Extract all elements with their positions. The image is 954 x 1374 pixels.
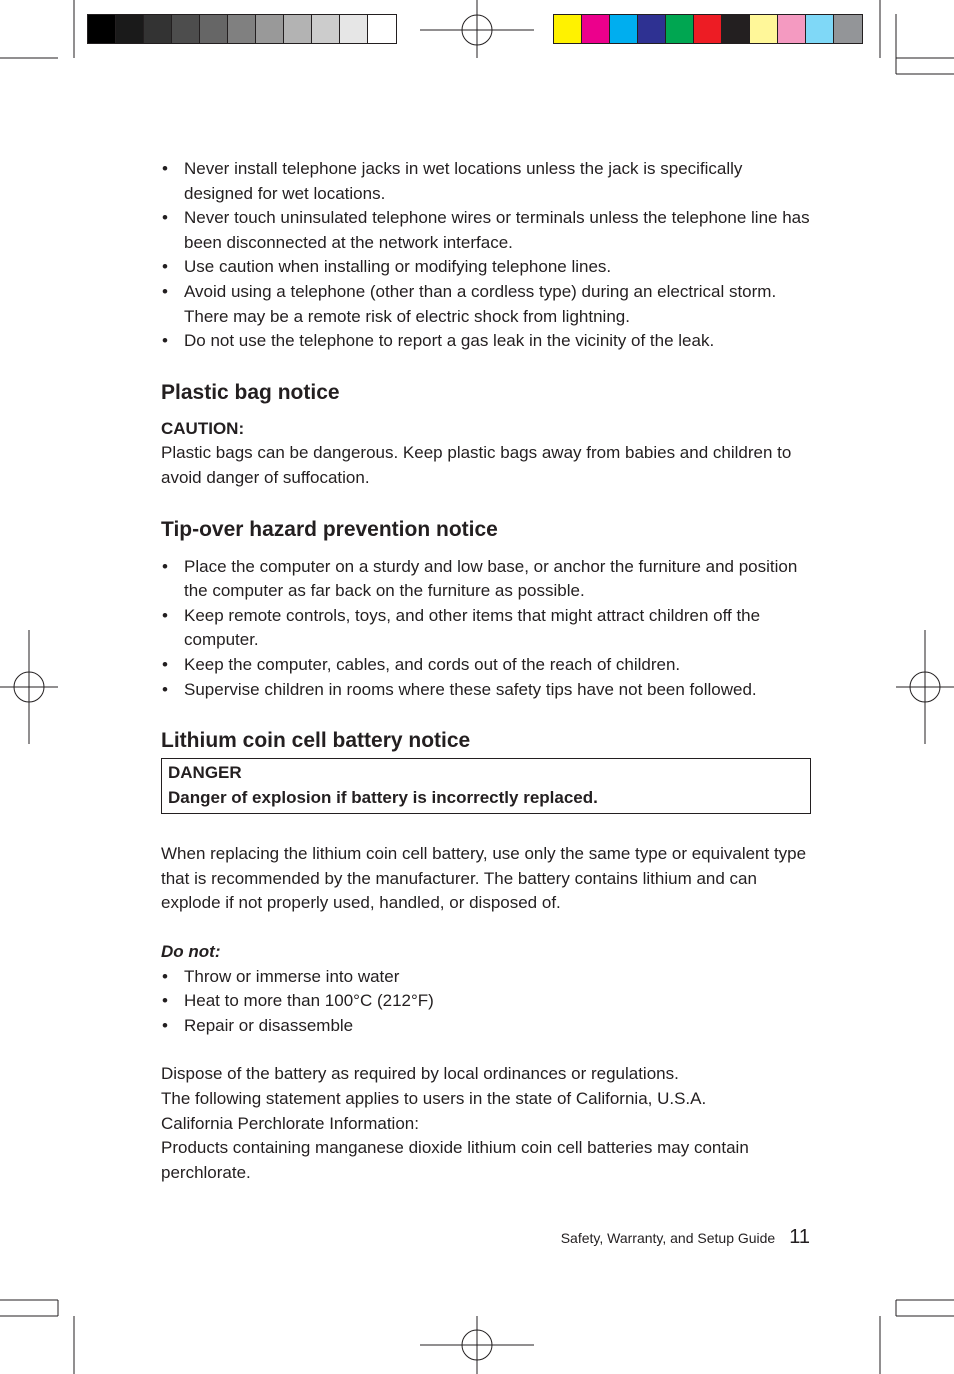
color-swatch <box>750 15 778 43</box>
color-swatch <box>694 15 722 43</box>
page-number: 11 <box>789 1226 810 1248</box>
color-swatch <box>116 15 144 43</box>
color-swatch <box>722 15 750 43</box>
color-swatch <box>200 15 228 43</box>
danger-text: Danger of explosion if battery is incorrectly replaced. <box>168 787 598 807</box>
color-swatch <box>284 15 312 43</box>
tip-over-list <box>161 555 811 703</box>
perchlorate-label: California Perchlorate Information: <box>161 1113 419 1133</box>
list-item: • Do not use the telephone to report a gas leak in the vicinity of the leak. <box>161 329 811 354</box>
list-item: • Keep remote controls, toys, and other items that might attract children off the computer. <box>161 604 811 653</box>
do-not-label: Do not: <box>161 942 221 962</box>
list-item: • Place the computer on a sturdy and low base, or anchor the furniture and position the computer as far back on the furniture as possible. <box>161 555 811 604</box>
color-swatch <box>554 15 582 43</box>
tip-over-heading: Tip-over hazard prevention notice <box>161 517 498 541</box>
list-item: • Repair or disassemble <box>161 1014 811 1039</box>
list-item: • Supervise children in rooms where these safety tips have not been followed. <box>161 678 811 703</box>
california-statement: The following statement applies to users in the state of California, U.S.A. <box>161 1089 707 1109</box>
battery-intro-text: When replacing the lithium coin cell battery, use only the same type or equivalent type that is recommended by the manufacturer. The battery contains lithium and can explode if not properly used, handled, or disposed of. <box>161 844 807 913</box>
lithium-battery-heading: Lithium coin cell battery notice <box>161 729 471 753</box>
color-swatch <box>228 15 256 43</box>
plastic-bag-heading: Plastic bag notice <box>161 380 340 404</box>
danger-title: DANGER <box>168 763 242 783</box>
caution-label: CAUTION: <box>161 418 245 438</box>
color-swatch <box>88 15 116 43</box>
color-swatch <box>778 15 806 43</box>
color-swatch <box>256 15 284 43</box>
color-swatch <box>172 15 200 43</box>
grayscale-color-bar <box>87 14 397 44</box>
color-swatch <box>666 15 694 43</box>
color-swatch <box>834 15 862 43</box>
color-swatch <box>610 15 638 43</box>
list-item: • Never touch uninsulated telephone wires or terminals unless the telephone line has been disconnected at the network interface. <box>161 206 811 255</box>
process-color-bar <box>553 14 863 44</box>
list-item: • Keep the computer, cables, and cords out of the reach of children. <box>161 653 811 678</box>
do-not-list <box>161 965 811 1039</box>
color-swatch <box>368 15 396 43</box>
color-swatch <box>582 15 610 43</box>
color-swatch <box>144 15 172 43</box>
list-item: • Avoid using a telephone (other than a cordless type) during an electrical storm. There may be a remote risk of electric shock from lightning. <box>161 280 811 329</box>
list-item: • Heat to more than 100°C (212°F) <box>161 989 811 1014</box>
page-content <box>161 157 811 1185</box>
color-swatch <box>340 15 368 43</box>
danger-notice-box <box>161 758 811 814</box>
perchlorate-text: Products containing manganese dioxide lithium coin cell batteries may contain perchlorate. <box>161 1138 749 1182</box>
disposal-text: Dispose of the battery as required by local ordinances or regulations. <box>161 1064 679 1084</box>
telephone-safety-list <box>161 157 811 354</box>
color-swatch <box>638 15 666 43</box>
page-footer <box>561 1226 810 1249</box>
guide-title: Safety, Warranty, and Setup Guide <box>560 1230 776 1246</box>
plastic-bag-text: Plastic bags can be dangerous. Keep plastic bags away from babies and children to avoid danger of suffocation. <box>161 443 792 487</box>
closing-statements <box>161 1062 811 1185</box>
list-item: • Use caution when installing or modifying telephone lines. <box>161 255 811 280</box>
list-item: • Never install telephone jacks in wet locations unless the jack is specifically designed for wet locations. <box>161 157 811 206</box>
color-swatch <box>312 15 340 43</box>
color-swatch <box>806 15 834 43</box>
list-item: • Throw or immerse into water <box>161 965 811 990</box>
